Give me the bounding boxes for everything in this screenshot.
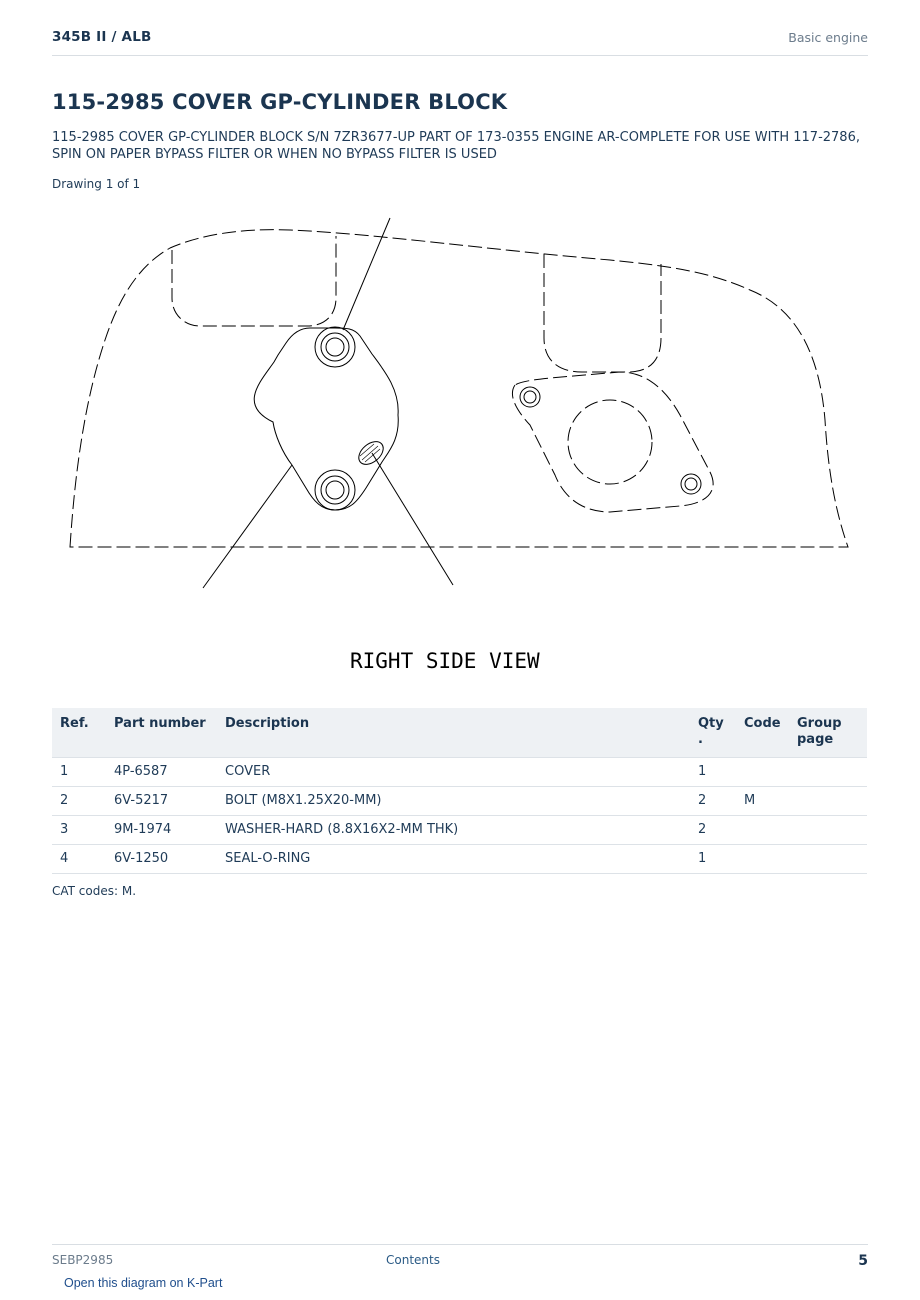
flange-hole-right [681, 474, 701, 494]
seal-o-ring [354, 437, 387, 469]
table-row [52, 845, 867, 874]
flange-hole-right-inner [685, 478, 697, 490]
upper-bolt-mid [321, 333, 349, 361]
lower-bolt-mid [321, 476, 349, 504]
cell-code [736, 758, 789, 787]
table-row [52, 787, 867, 816]
cell-description: SEAL-O-RING [217, 845, 690, 874]
upper-bolt-inner [326, 338, 344, 356]
lower-bolt-inner [326, 481, 344, 499]
leader-line-top [343, 218, 390, 330]
page-title: 115-2985 COVER GP-CYLINDER BLOCK [52, 90, 508, 114]
cell-part-number: 9M-1974 [106, 816, 217, 845]
table-row [52, 816, 867, 845]
cell-code [736, 816, 789, 845]
kpart-link[interactable]: Open this diagram on K-Part [64, 1276, 223, 1290]
leader-line-bottom-right [372, 453, 453, 585]
page-number: 5 [858, 1253, 868, 1269]
flange-port [568, 400, 652, 484]
group-description: 115-2985 COVER GP-CYLINDER BLOCK S/N 7ZR3677-UP PART OF 173-0355 ENGINE AR-COMPLETE FOR USE WITH 117-2786, SPIN ON PAPER BYPASS FILTER OR WHEN NO BYPASS FILTER IS USED [52, 130, 860, 162]
model-label: 345B II / ALB [52, 29, 152, 45]
block-outline [70, 230, 848, 547]
col-group-page: Group page [789, 708, 867, 758]
cell-part-number: 6V-1250 [106, 845, 217, 874]
page-footer [52, 1244, 868, 1275]
cell-part-number: 6V-5217 [106, 787, 217, 816]
cell-group-page [789, 845, 867, 874]
flange-hole-left [520, 387, 540, 407]
right-recess [544, 254, 661, 372]
contents-link[interactable]: Contents [386, 1253, 440, 1267]
col-part-number: Part number [106, 708, 217, 758]
cat-codes-note: CAT codes: M. [52, 884, 137, 898]
table-row [52, 758, 867, 787]
cell-description: COVER [217, 758, 690, 787]
cell-ref: 1 [52, 758, 106, 787]
cell-description: BOLT (M8X1.25X20-MM) [217, 787, 690, 816]
cell-code: M [736, 787, 789, 816]
parts-diagram [60, 210, 860, 680]
table-header-row [52, 708, 867, 758]
cell-group-page [789, 758, 867, 787]
cell-code [736, 845, 789, 874]
cell-qty: 1 [690, 845, 736, 874]
cell-ref: 4 [52, 845, 106, 874]
col-qty: Qty . [690, 708, 736, 758]
left-recess [172, 236, 336, 326]
cell-qty: 2 [690, 787, 736, 816]
cover-plate [254, 328, 398, 510]
section-label: Basic engine [788, 30, 868, 45]
cell-description: WASHER-HARD (8.8X16X2-MM THK) [217, 816, 690, 845]
cell-ref: 3 [52, 816, 106, 845]
cell-group-page [789, 816, 867, 845]
cell-part-number: 4P-6587 [106, 758, 217, 787]
leader-line-bottom-left [203, 465, 292, 588]
col-ref: Ref. [52, 708, 106, 758]
page-header [52, 29, 868, 56]
flange-plate [512, 372, 713, 512]
cell-ref: 2 [52, 787, 106, 816]
view-label: RIGHT SIDE VIEW [350, 649, 540, 673]
cell-group-page [789, 787, 867, 816]
cell-qty: 2 [690, 816, 736, 845]
document-id: SEBP2985 [52, 1253, 114, 1267]
parts-table [52, 708, 867, 874]
col-code: Code [736, 708, 789, 758]
flange-hole-left-inner [524, 391, 536, 403]
col-description: Description [217, 708, 690, 758]
drawing-count: Drawing 1 of 1 [52, 177, 141, 191]
cell-qty: 1 [690, 758, 736, 787]
